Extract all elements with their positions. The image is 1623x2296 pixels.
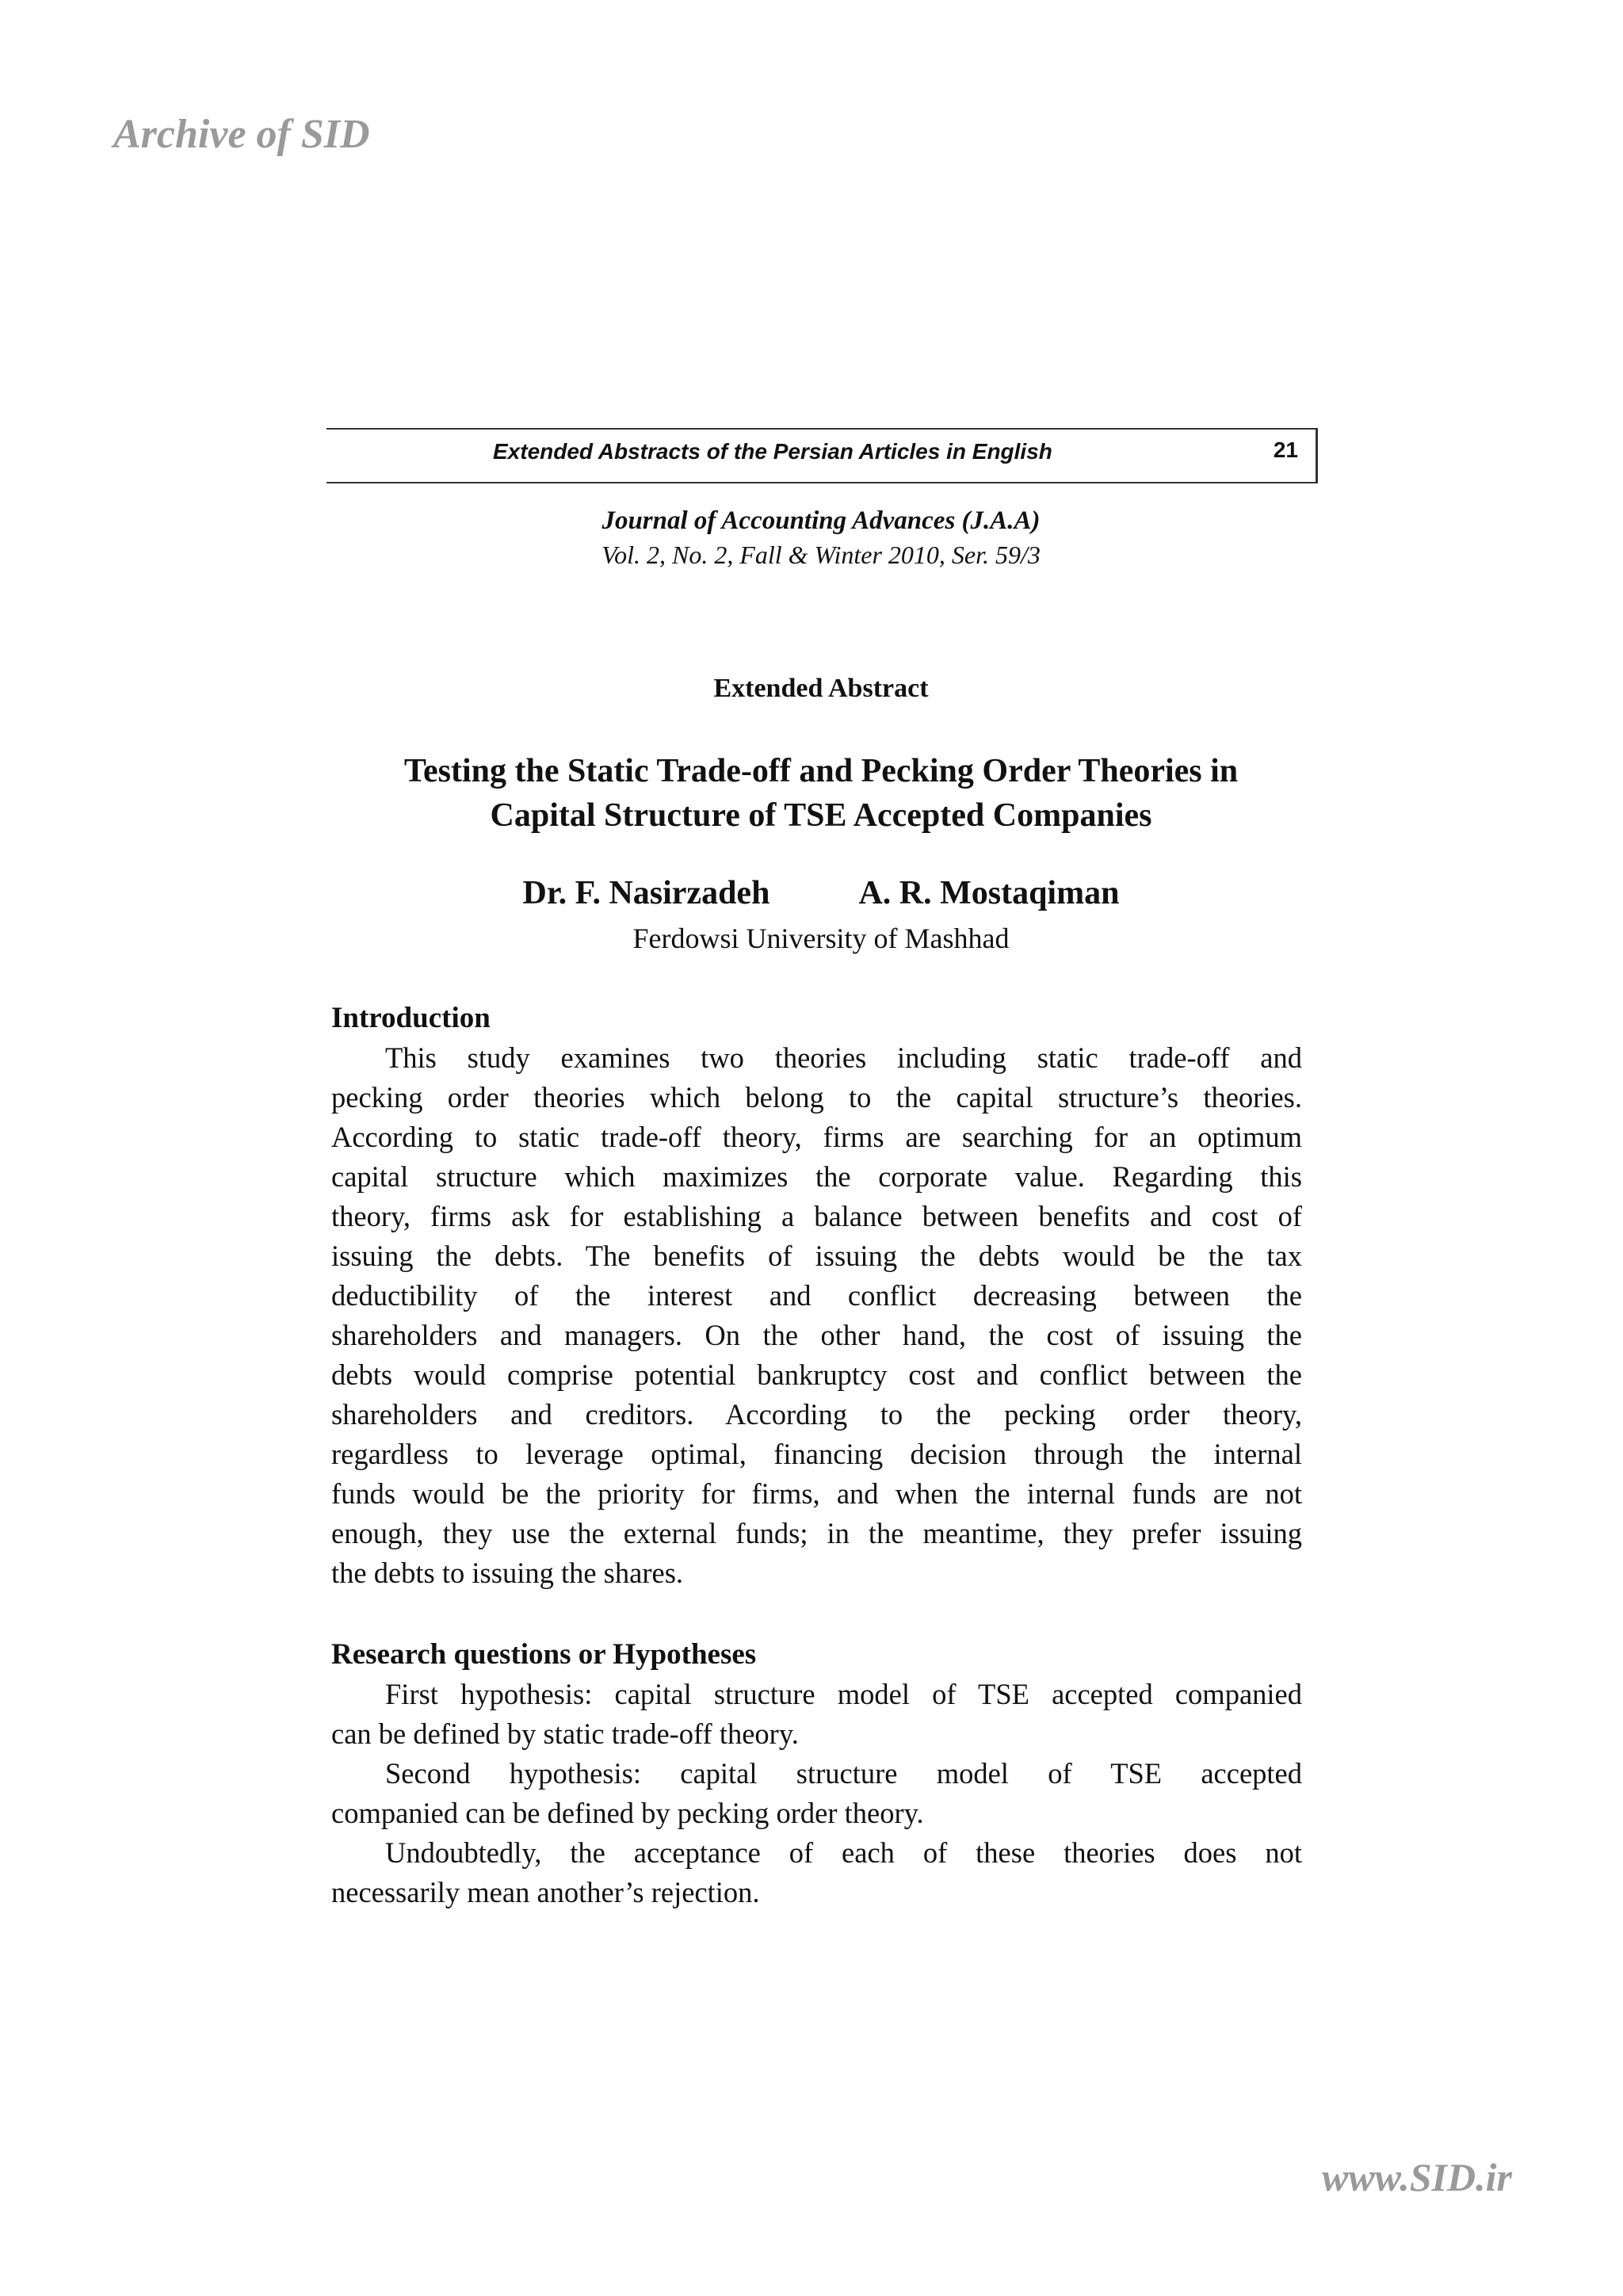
text-line: First hypothesis: capital structure model of TSE accepted companied <box>385 1678 1302 1710</box>
text-line: Undoubtedly, the acceptance of each of these theories does not <box>385 1836 1302 1869</box>
text-line: can be defined by static trade-off theory. <box>331 1717 799 1750</box>
author-name: A. R. Mostaqiman <box>858 875 1120 911</box>
hypothesis-paragraph <box>331 1833 1302 1912</box>
paper-title-line: Capital Structure of TSE Accepted Companies <box>490 797 1152 834</box>
hypothesis-paragraph <box>331 1754 1302 1833</box>
abstract-label: Extended Abstract <box>713 674 929 703</box>
journal-info <box>327 503 1316 571</box>
text-line: pecking order theories which belong to the capital structure’s theories. <box>331 1081 1302 1114</box>
text-line: theory, firms ask for establishing a balance between benefits and cost of <box>331 1200 1302 1232</box>
running-header <box>327 428 1318 483</box>
author-name: Dr. F. Nasirzadeh <box>522 875 770 911</box>
text-line: enough, they use the external funds; in the meantime, they prefer issuing <box>331 1517 1302 1549</box>
introduction-section <box>331 999 1302 1593</box>
page-number: 21 <box>1273 437 1298 462</box>
text-line: This study examines two theories including static trade-off and <box>385 1041 1302 1074</box>
text-line: the debts to issuing the shares. <box>331 1557 684 1589</box>
journal-issue: Vol. 2, No. 2, Fall & Winter 2010, Ser. 59/3 <box>601 541 1041 569</box>
section-heading: Introduction <box>331 1002 491 1034</box>
affiliation: Ferdowsi University of Mashhad <box>632 923 1010 954</box>
text-line: shareholders and managers. On the other hand, the cost of issuing the <box>331 1319 1302 1351</box>
journal-name: Journal of Accounting Advances (J.A.A) <box>601 506 1041 535</box>
paper-title <box>327 749 1316 838</box>
paper-title-line: Testing the Static Trade-off and Pecking Order Theories in <box>403 753 1239 789</box>
running-header-title: Extended Abstracts of the Persian Articles in English <box>493 439 1052 464</box>
text-line: deductibility of the interest and conflict decreasing between the <box>331 1279 1302 1312</box>
text-line: funds would be the priority for firms, and when the internal funds are not <box>331 1477 1302 1510</box>
sid-url-watermark: www.SID.ir <box>1322 2155 1512 2199</box>
hypothesis-paragraph <box>331 1675 1302 1754</box>
hypotheses-section <box>331 1635 1302 1912</box>
text-line: Second hypothesis: capital structure model of TSE accepted <box>385 1757 1302 1790</box>
text-line: capital structure which maximizes the corporate value. Regarding this <box>331 1160 1302 1193</box>
text-line: necessarily mean another’s rejection. <box>331 1876 760 1908</box>
authors <box>327 874 1316 912</box>
archive-watermark: Archive of SID <box>113 112 370 157</box>
text-line: According to static trade-off theory, firms are searching for an optimum <box>331 1121 1302 1153</box>
text-line: debts would comprise potential bankruptcy cost and conflict between the <box>331 1358 1302 1391</box>
text-line: regardless to leverage optimal, financing decision through the internal <box>331 1438 1302 1470</box>
text-line: companied can be defined by pecking order theory. <box>331 1797 924 1829</box>
text-line: shareholders and creditors. According to the pecking order theory, <box>331 1398 1302 1431</box>
section-heading: Research questions or Hypotheses <box>331 1638 757 1671</box>
text-line: issuing the debts. The benefits of issuing the debts would be the tax <box>331 1240 1302 1272</box>
introduction-paragraph <box>331 1038 1302 1593</box>
